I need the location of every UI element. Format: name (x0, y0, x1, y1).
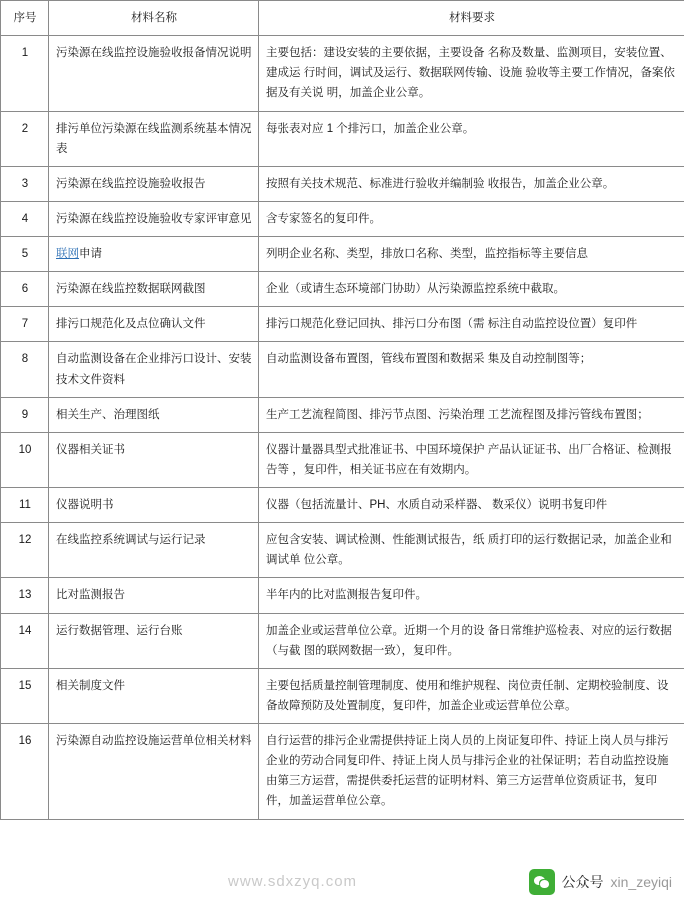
row-number: 4 (1, 201, 49, 236)
footer-branding (0, 867, 684, 911)
material-requirement: 半年内的比对监测报告复印件。 (259, 578, 684, 613)
material-name: 在线监控系统调试与运行记录 (49, 523, 259, 578)
row-number: 7 (1, 307, 49, 342)
material-requirement: 企业（或请生态环境部门协助）从污染源监控系统中截取。 (259, 272, 684, 307)
table-body (1, 36, 684, 819)
column-header-name: 材料名称 (49, 1, 259, 36)
material-requirement: 加盖企业或运营单位公章。近期一个月的设 备日常维护巡检表、对应的运行数据（与截 图的联网数据一致），复印件。 (259, 613, 684, 668)
material-name (49, 237, 259, 272)
column-header-no: 序号 (1, 1, 49, 36)
table-row (1, 724, 684, 820)
link-lianwang[interactable]: 联网 (56, 248, 79, 260)
material-requirement: 应包含安装、调试检测、性能测试报告，纸 质打印的运行数据记录，加盖企业和调试单 位公章。 (259, 523, 684, 578)
row-number: 16 (1, 724, 49, 820)
material-requirement: 按照有关技术规范、标准进行验收并编制验 收报告，加盖企业公章。 (259, 166, 684, 201)
material-requirement: 列明企业名称、类型，排放口名称、类型，监控指标等主要信息 (259, 237, 684, 272)
material-name: 污染源自动监控设施运营单位相关材料 (49, 724, 259, 820)
row-number: 5 (1, 237, 49, 272)
wechat-icon (529, 869, 555, 895)
material-requirement: 仪器计量器具型式批准证书、中国环境保护 产品认证证书、出厂合格证、检测报告等 ，复印件，相关证书应在有效期内。 (259, 432, 684, 487)
row-number: 13 (1, 578, 49, 613)
table-header (1, 1, 684, 36)
row-number: 9 (1, 397, 49, 432)
material-name: 排污单位污染源在线监测系统基本情况表 (49, 111, 259, 166)
material-name: 污染源在线监控设施验收报告 (49, 166, 259, 201)
row-number: 11 (1, 488, 49, 523)
material-requirement: 排污口规范化登记回执、排污口分布图（需 标注自动监控设位置）复印件 (259, 307, 684, 342)
official-account-badge (529, 869, 672, 895)
material-name: 运行数据管理、运行台账 (49, 613, 259, 668)
official-account-label: 公众号 (561, 874, 604, 890)
material-name: 相关制度文件 (49, 668, 259, 723)
table-row (1, 488, 684, 523)
table-row (1, 613, 684, 668)
official-account-handle: xin_zeyiqi (610, 874, 672, 890)
table-header-row (1, 1, 684, 36)
table-row (1, 342, 684, 397)
material-name: 排污口规范化及点位确认文件 (49, 307, 259, 342)
table-row (1, 307, 684, 342)
table-row (1, 201, 684, 236)
table-row (1, 237, 684, 272)
table-row (1, 523, 684, 578)
table-row (1, 36, 684, 111)
material-name: 仪器说明书 (49, 488, 259, 523)
material-requirement: 含专家签名的复印件。 (259, 201, 684, 236)
row-number: 10 (1, 432, 49, 487)
table-row (1, 111, 684, 166)
row-number: 2 (1, 111, 49, 166)
material-requirement: 每张表对应 1 个排污口，加盖企业公章。 (259, 111, 684, 166)
row-number: 3 (1, 166, 49, 201)
watermark-text: www.sdxzyq.com (228, 873, 358, 890)
material-requirement: 主要包括：建设安装的主要依据，主要设备 名称及数量、监测项目，安装位置、建成运 行时间，调试及运行、数据联网传输、设施 验收等主要工作情况，备案依据及有关说 明，加盖企业公章。 (259, 36, 684, 111)
material-name: 自动监测设备在企业排污口设计、安装技术文件资料 (49, 342, 259, 397)
table-row (1, 578, 684, 613)
material-requirement: 自行运营的排污企业需提供持证上岗人员的上岗证复印件、持证上岗人员与排污企业的劳动合同复印件、持证上岗人员与排污企业的社保证明；若自动监控设施由第三方运营，需提供委托运营的证明材料、第三方运营单位资质证书，复印件，加盖运营单位公章。 (259, 724, 684, 820)
row-number: 14 (1, 613, 49, 668)
row-number: 1 (1, 36, 49, 111)
row-number: 15 (1, 668, 49, 723)
material-name: 比对监测报告 (49, 578, 259, 613)
table-row (1, 397, 684, 432)
material-name: 污染源在线监控设施验收专家评审意见 (49, 201, 259, 236)
table-row (1, 166, 684, 201)
column-header-requirement: 材料要求 (259, 1, 684, 36)
table-row (1, 432, 684, 487)
material-name: 污染源在线监控设施验收报备情况说明 (49, 36, 259, 111)
material-requirement: 生产工艺流程简图、排污节点图、污染治理 工艺流程图及排污管线布置图； (259, 397, 684, 432)
row-number: 8 (1, 342, 49, 397)
material-requirement: 主要包括质量控制管理制度、使用和维护规程、岗位责任制、定期校验制度、设备故障预防及处置制度，复印件，加盖企业或运营单位公章。 (259, 668, 684, 723)
material-name: 相关生产、治理图纸 (49, 397, 259, 432)
material-requirement: 自动监测设备布置图，管线布置图和数据采 集及自动控制图等； (259, 342, 684, 397)
row-number: 6 (1, 272, 49, 307)
material-requirement: 仪器（包括流量计、PH、水质自动采样器、 数采仪）说明书复印件 (259, 488, 684, 523)
material-name: 污染源在线监控数据联网截图 (49, 272, 259, 307)
table-row (1, 272, 684, 307)
table-row (1, 668, 684, 723)
row-number: 12 (1, 523, 49, 578)
material-name: 仪器相关证书 (49, 432, 259, 487)
material-name-suffix: 申请 (79, 248, 102, 260)
